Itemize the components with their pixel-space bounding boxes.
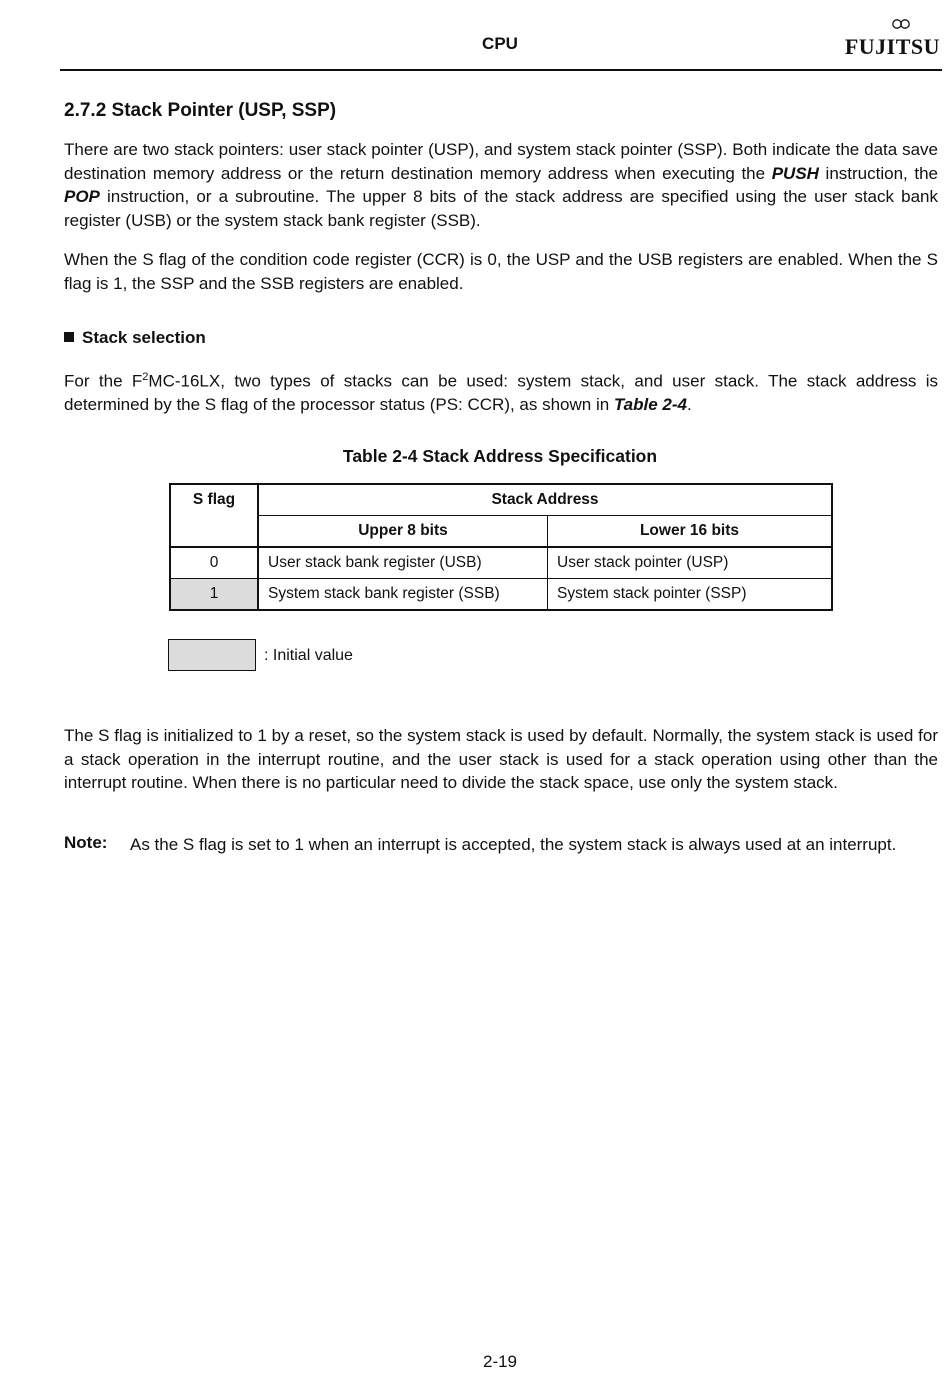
note-label: Note: bbox=[64, 833, 108, 852]
fujitsu-logo bbox=[844, 18, 940, 62]
sflag-cell: 0 bbox=[170, 547, 258, 579]
lower-cell: System stack pointer (SSP) bbox=[548, 579, 833, 611]
table-row bbox=[170, 579, 832, 611]
column-header-lower: Lower 16 bits bbox=[548, 516, 833, 548]
section-title: 2.7.2 Stack Pointer (USP, SSP) bbox=[64, 100, 337, 121]
stack-selection-text-c: . bbox=[687, 395, 692, 415]
legend-text: : Initial value bbox=[264, 647, 353, 664]
pop-keyword: POP bbox=[64, 187, 100, 207]
upper-cell: User stack bank register (USB) bbox=[258, 547, 548, 579]
superscript-2: 2 bbox=[142, 371, 149, 383]
upper-cell: System stack bank register (SSB) bbox=[258, 579, 548, 611]
infinity-logo-icon bbox=[890, 18, 912, 30]
stack-address-table bbox=[169, 483, 833, 611]
logo-text: FUJITSU bbox=[844, 34, 940, 59]
intro-text-a: There are two stack pointers: user stack pointer (USP), and system stack pointer (SSP). Both indicate the data save destination memory address or the return destination memory address when executing the bbox=[64, 140, 938, 183]
header-divider bbox=[60, 69, 942, 71]
sflag-cell-initial: 1 bbox=[170, 579, 258, 611]
push-keyword: PUSH bbox=[771, 163, 819, 183]
stack-selection-paragraph bbox=[64, 366, 938, 417]
stack-selection-text-a: For the F bbox=[64, 371, 143, 391]
lower-cell: User stack pointer (USP) bbox=[548, 547, 833, 579]
table-row bbox=[170, 547, 832, 579]
intro-paragraph-1 bbox=[64, 138, 938, 232]
table-header-row-2 bbox=[170, 516, 832, 548]
table-caption: Table 2-4 Stack Address Specification bbox=[342, 446, 658, 466]
intro-paragraph-2: When the S flag of the condition code register (CCR) is 0, the USP and the USB registers are enabled. When the S flag is 1, the SSP and the SSB registers are enabled. bbox=[64, 250, 938, 293]
stack-selection-heading bbox=[64, 328, 206, 348]
stack-selection-text-b: MC-16LX, two types of stacks can be used: system stack, and user stack. The stack address is determined by the S flag of the processor status (PS: CCR), as shown in bbox=[64, 371, 938, 415]
stack-selection-heading-text: Stack selection bbox=[82, 328, 206, 347]
intro-text-b: instruction, the bbox=[818, 163, 938, 183]
table-header-row-1 bbox=[170, 484, 832, 516]
intro-text-c: instruction, or a subroutine. The upper 8 bits of the stack address are specified using the user stack bank register (USB) or the system stack bank register (SSB). bbox=[64, 187, 938, 230]
table-reference-link: Table 2-4 bbox=[613, 395, 687, 415]
column-header-upper: Upper 8 bits bbox=[258, 516, 548, 548]
page-number: 2-19 bbox=[482, 1352, 518, 1371]
body-paragraph: The S flag is initialized to 1 by a reset, so the system stack is used by default. Normally, the system stack is used for a stack operation in the interrupt routine, and the user stack is used for a stack operation using other than the interrupt routine. When there is no particular need to divide the stack space, use only the system stack. bbox=[64, 726, 938, 793]
header-title: CPU bbox=[482, 34, 518, 53]
note-text: As the S flag is set to 1 when an interrupt is accepted, the system stack is always used at an interrupt. bbox=[130, 835, 897, 854]
legend-shade-swatch bbox=[168, 639, 256, 671]
square-bullet-icon bbox=[64, 332, 74, 342]
column-header-stack-address: Stack Address bbox=[258, 484, 832, 516]
column-header-sflag: S flag bbox=[170, 484, 258, 547]
